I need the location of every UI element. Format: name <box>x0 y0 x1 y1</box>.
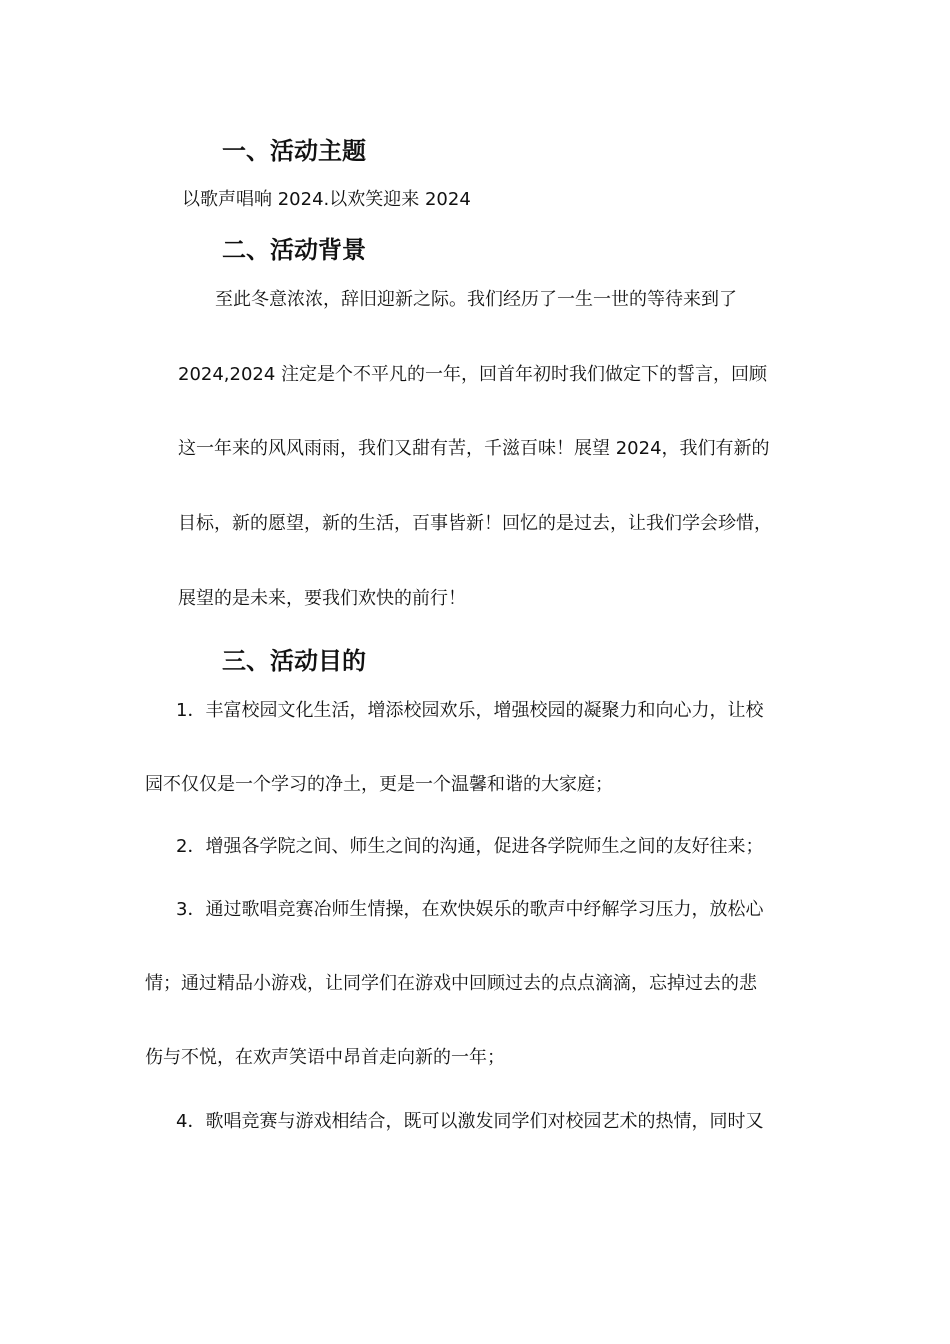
background-line: 这一年来的风风雨雨，我们又甜有苦，千滋百味！展望 2024，我们有新的 <box>178 438 770 459</box>
section1-heading: 一、活动主题 <box>222 137 366 165</box>
purpose-item-2-line: 2．增强各学院之间、师生之间的沟通，促进各学院师生之间的友好往来； <box>176 836 764 857</box>
purpose-item-3-line: 伤与不悦，在欢声笑语中昂首走向新的一年； <box>145 1047 505 1068</box>
background-line: 展望的是未来，要我们欢快的前行！ <box>178 588 466 609</box>
background-line: 目标，新的愿望，新的生活，百事皆新！回忆的是过去，让我们学会珍惜， <box>178 513 772 534</box>
theme-line: 以歌声唱响 2024.以欢笑迎来 2024 <box>182 189 471 210</box>
purpose-item-1-line: 1．丰富校园文化生活，增添校园欢乐，增强校园的凝聚力和向心力，让校 <box>176 700 764 721</box>
purpose-item-3-line: 情；通过精品小游戏，让同学们在游戏中回顾过去的点点滴滴，忘掉过去的悲 <box>145 973 757 994</box>
background-line: 2024,2024 注定是个不平凡的一年，回首年初时我们做定下的誓言，回顾 <box>178 364 768 385</box>
background-line: 至此冬意浓浓，辞旧迎新之际。我们经历了一生一世的等待来到了 <box>215 289 737 310</box>
purpose-item-4-line: 4．歌唱竞赛与游戏相结合，既可以激发同学们对校园艺术的热情，同时又 <box>176 1111 764 1132</box>
purpose-item-3-line: 3．通过歌唱竞赛冶师生情操，在欢快娱乐的歌声中纾解学习压力，放松心 <box>176 899 764 920</box>
purpose-item-1-line: 园不仅仅是一个学习的净土，更是一个温馨和谐的大家庭； <box>145 774 613 795</box>
section2-heading: 二、活动背景 <box>222 236 366 264</box>
section3-heading: 三、活动目的 <box>222 647 366 675</box>
